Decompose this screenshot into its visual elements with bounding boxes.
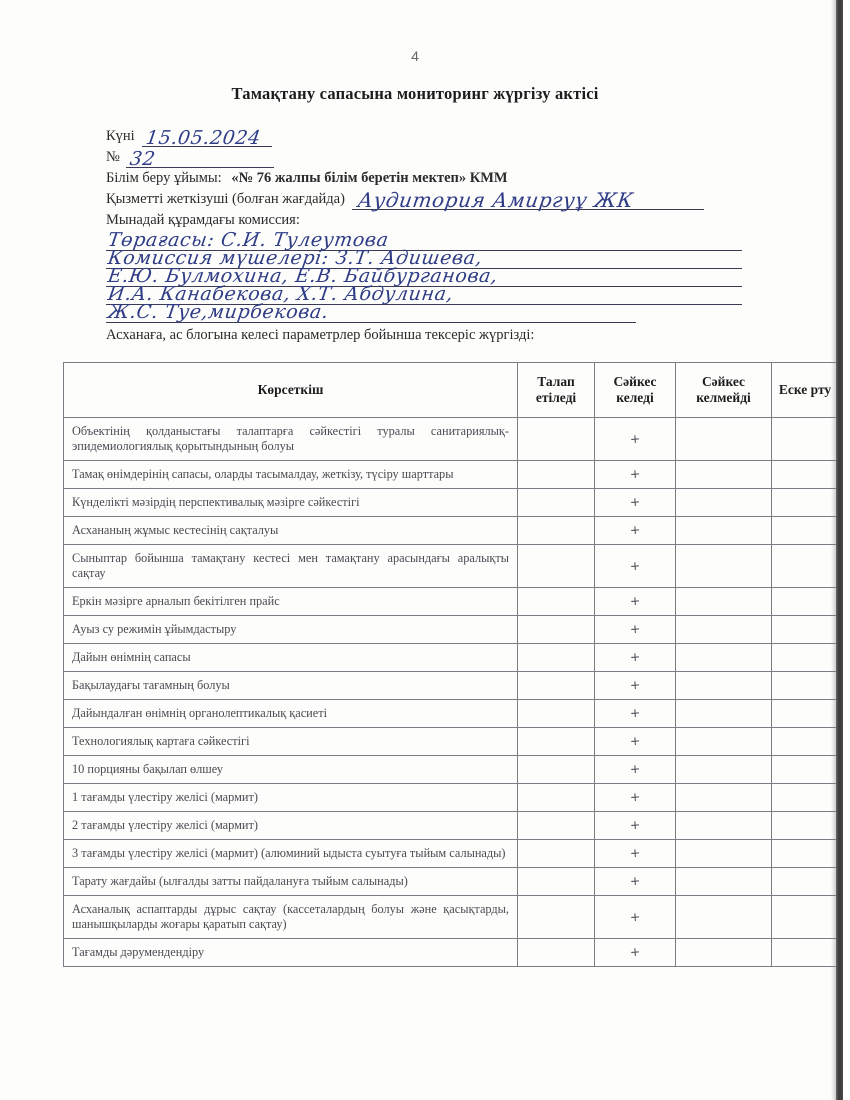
date-label: Күні [106,128,135,144]
cell-indicator: 1 тағамды үлестіру желісі (мармит) [64,784,518,812]
table-row [64,616,839,644]
table-row [64,644,839,672]
commission-handwriting-line-5: Ж.С. Туе,мирбекова. [106,301,331,323]
cell-required[interactable] [518,517,595,545]
cell-indicator: 10 порцияны бақылап өлшеу [64,756,518,784]
plus-mark: + [629,494,641,510]
commission-handwriting-line-1: Төрағасы: С.И. Тулеутова [106,229,391,251]
cell-note[interactable] [772,644,839,672]
plus-mark: + [629,593,641,609]
commission-handwriting-line-2: Комиссия мүшелері: З.Т. Адишева, [106,247,484,269]
supplier-label: Қызметті жеткізуші (болған жағдайда) [106,191,345,207]
cell-note[interactable] [772,728,839,756]
cell-required[interactable] [518,868,595,896]
cell-not-conforms[interactable] [676,896,772,939]
cell-required[interactable] [518,545,595,588]
commission-label: Мынадай құрамдағы комиссия: [106,212,300,228]
cell-conforms[interactable] [595,756,676,784]
cell-required[interactable] [518,418,595,461]
organization-row [106,168,746,189]
cell-not-conforms[interactable] [676,672,772,700]
table-header-row [64,363,839,418]
cell-note[interactable] [772,489,839,517]
cell-note[interactable] [772,616,839,644]
cell-note[interactable] [772,517,839,545]
plus-mark: + [629,431,641,446]
th-conforms: Сәйкес келеді [595,363,676,418]
table-row [64,517,839,545]
cell-indicator: Тарату жағдайы (ылғалды затты пайдалануға тыйым салынады) [64,868,518,896]
cell-not-conforms[interactable] [676,939,772,967]
cell-not-conforms[interactable] [676,545,772,588]
cell-indicator: Асхананың жұмыс кестесінің сақталуы [64,517,518,545]
cell-note[interactable] [772,700,839,728]
table-row [64,840,839,868]
page-number: 4 [411,48,419,64]
cell-not-conforms[interactable] [676,489,772,517]
cell-conforms[interactable] [595,896,676,939]
table-row [64,418,839,461]
inspection-intro: Асханаға, ас блогына келесі параметрлер бойынша тексеріс жүргізді: [106,327,535,343]
table-row [64,896,839,939]
date-handwriting: 15.05.2024 [144,127,263,149]
cell-required[interactable] [518,489,595,517]
cell-note[interactable] [772,756,839,784]
plus-mark: + [629,677,641,693]
plus-mark: + [629,558,641,573]
cell-conforms[interactable] [595,644,676,672]
cell-required[interactable] [518,728,595,756]
cell-note[interactable] [772,545,839,588]
scan-edge-dark [836,0,843,1100]
cell-required[interactable] [518,700,595,728]
plus-mark: + [629,466,641,482]
cell-indicator: Бақылаудағы тағамның болуы [64,672,518,700]
table-row [64,784,839,812]
cell-not-conforms[interactable] [676,616,772,644]
cell-not-conforms[interactable] [676,784,772,812]
number-handwriting: 32 [128,148,157,170]
cell-not-conforms[interactable] [676,700,772,728]
cell-conforms[interactable] [595,672,676,700]
cell-indicator: Тамақ өнімдерінің сапасы, оларды тасымалдау, жеткізу, түсіру шарттары [64,461,518,489]
cell-conforms[interactable] [595,489,676,517]
cell-note[interactable] [772,588,839,616]
monitoring-table [63,362,839,967]
cell-not-conforms[interactable] [676,812,772,840]
th-required: Талап етіледі [518,363,595,418]
plus-mark: + [629,789,641,805]
cell-indicator: Тағамды дәрумендендіру [64,939,518,967]
cell-not-conforms[interactable] [676,517,772,545]
plus-mark: + [629,944,641,960]
table-row [64,868,839,896]
commission-row [106,210,746,231]
plus-mark: + [629,522,641,538]
cell-indicator: Ауыз су режимін ұйымдастыру [64,616,518,644]
commission-handwriting-line-3: Е.Ю. Булмохина, Е.В. Байбурганова, [106,265,500,287]
cell-not-conforms[interactable] [676,868,772,896]
cell-conforms[interactable] [595,461,676,489]
th-indicator: Көрсеткіш [64,363,518,418]
cell-required[interactable] [518,616,595,644]
table-row [64,728,839,756]
cell-conforms[interactable] [595,939,676,967]
organization-label: Білім беру ұйымы: [106,170,222,186]
cell-indicator: Сыныптар бойынша тамақтану кестесі мен тамақтану арасындағы аралықты сақтау [64,545,518,588]
table-row [64,672,839,700]
table-row [64,545,839,588]
plus-mark: + [629,909,641,924]
cell-conforms[interactable] [595,700,676,728]
cell-note[interactable] [772,896,839,939]
plus-mark: + [629,817,641,833]
cell-not-conforms[interactable] [676,756,772,784]
cell-required[interactable] [518,672,595,700]
plus-mark: + [629,705,641,721]
cell-conforms[interactable] [595,812,676,840]
table-row [64,812,839,840]
cell-indicator: Объектінің қолданыстағы талаптарға сәйкестігі туралы санитариялық-эпидемиологиялық қорытындының болуы [64,418,518,461]
cell-not-conforms[interactable] [676,588,772,616]
cell-not-conforms[interactable] [676,461,772,489]
plus-mark: + [629,649,641,665]
cell-note[interactable] [772,939,839,967]
cell-required[interactable] [518,896,595,939]
table-row [64,756,839,784]
page-title: Тамақтану сапасына мониторинг жүргізу актісі [231,84,599,103]
cell-not-conforms[interactable] [676,418,772,461]
table-row [64,700,839,728]
commission-handwriting-line-4: И.А. Канабекова, Х.Т. Абдулина, [106,283,455,305]
cell-required[interactable] [518,784,595,812]
cell-conforms[interactable] [595,545,676,588]
cell-note[interactable] [772,418,839,461]
cell-note[interactable] [772,868,839,896]
cell-required[interactable] [518,840,595,868]
table-row [64,489,839,517]
cell-indicator: 2 тағамды үлестіру желісі (мармит) [64,812,518,840]
cell-conforms[interactable] [595,517,676,545]
cell-required[interactable] [518,588,595,616]
organization-value: «№ 76 жалпы білім беретін мектеп» КММ [231,170,508,186]
table-row [64,588,839,616]
cell-conforms[interactable] [595,840,676,868]
cell-note[interactable] [772,812,839,840]
plus-mark: + [629,873,641,889]
cell-required[interactable] [518,461,595,489]
cell-note[interactable] [772,784,839,812]
cell-required[interactable] [518,644,595,672]
cell-indicator: Дайындалған өнімнің органолептикалық қасиеті [64,700,518,728]
table-body [64,418,839,967]
table-row [64,461,839,489]
cell-required[interactable] [518,939,595,967]
table-row [64,939,839,967]
plus-mark: + [629,761,641,777]
cell-indicator: Асханалық аспаптарды дұрыс сақтау (кассеталардың болуы және қасықтарды, шанышқыларды жоғары қаратып сақтау) [64,896,518,939]
cell-conforms[interactable] [595,728,676,756]
cell-not-conforms[interactable] [676,644,772,672]
cell-conforms[interactable] [595,784,676,812]
cell-indicator: Еркін мәзірге арналып бекітілген прайс [64,588,518,616]
plus-mark: + [629,845,641,861]
th-not-conforms: Сәйкес келмейді [676,363,772,418]
cell-note[interactable] [772,840,839,868]
cell-indicator: 3 тағамды үлестіру желісі (мармит) (алюминий ыдыста суытуға тыйым салынады) [64,840,518,868]
th-note: Еске рту [772,363,839,418]
cell-conforms[interactable] [595,616,676,644]
supplier-handwriting: Аудитория Амиргуұ ЖК [356,188,636,212]
cell-conforms[interactable] [595,868,676,896]
cell-conforms[interactable] [595,418,676,461]
plus-mark: + [629,733,641,749]
number-label: № [106,149,120,165]
cell-not-conforms[interactable] [676,728,772,756]
cell-indicator: Технологиялық картаға сәйкестігі [64,728,518,756]
cell-indicator: Дайын өнімнің сапасы [64,644,518,672]
cell-indicator: Күнделікті мәзірдің перспективалық мәзірге сәйкестігі [64,489,518,517]
cell-not-conforms[interactable] [676,840,772,868]
cell-note[interactable] [772,672,839,700]
plus-mark: + [629,621,641,637]
cell-conforms[interactable] [595,588,676,616]
cell-note[interactable] [772,461,839,489]
number-row [106,147,746,168]
cell-required[interactable] [518,756,595,784]
cell-required[interactable] [518,812,595,840]
